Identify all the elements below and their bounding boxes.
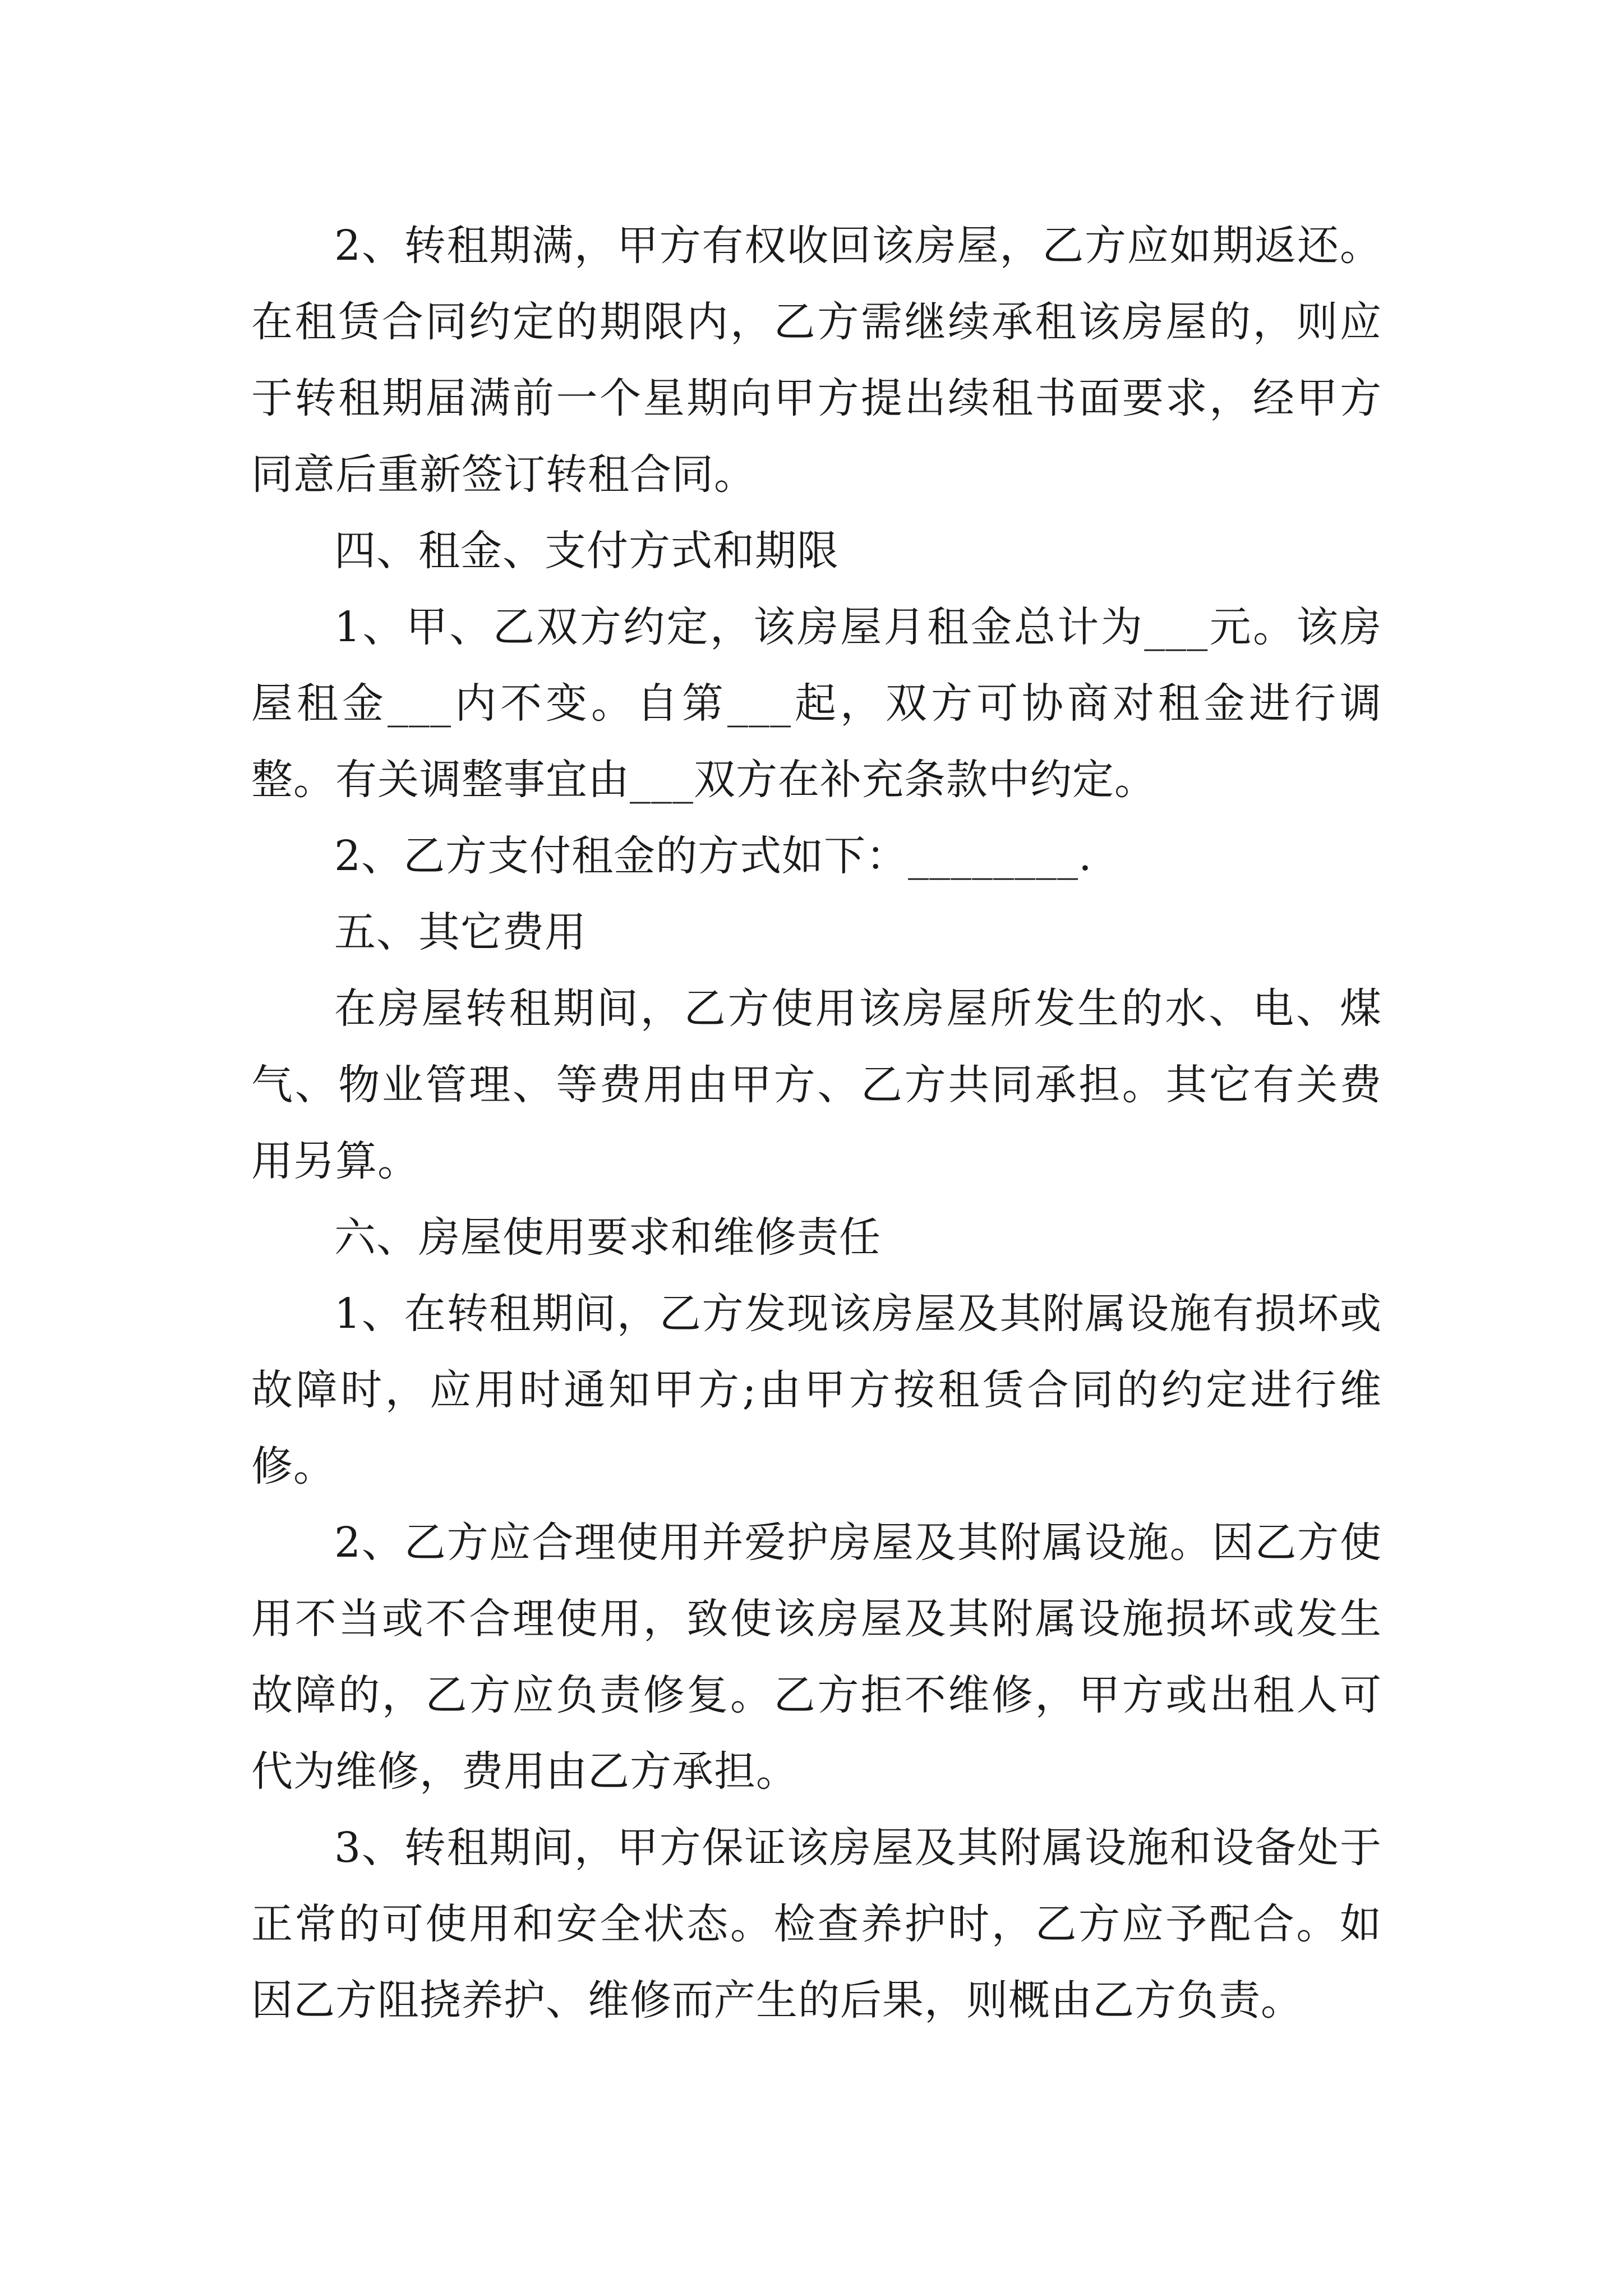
clause-4-1-paragraph: 1、甲、乙双方约定，该房屋月租金总计为___元。该房屋租金___内不变。自第___起，双方可协商对租金进行调整。有关调整事宜由___双方在补充条款中约定。 [251, 603, 1382, 804]
clause-4-2-paragraph: 2、乙方支付租金的方式如下：________. [334, 832, 1092, 880]
clause-6-3-paragraph: 3、转租期间，甲方保证该房屋及其附属设施和设备处于正常的可使用和安全状态。检查养护时，乙方应予配合。如因乙方阻挠养护、维修而产生的后果，则概由乙方负责。 [251, 1824, 1382, 2024]
section-4-heading: 四、租金、支付方式和期限 [334, 527, 839, 575]
section-5-heading: 五、其它费用 [334, 908, 587, 956]
clause-5-paragraph: 在房屋转租期间，乙方使用该房屋所发生的水、电、煤气、物业管理、等费用由甲方、乙方共同承担。其它有关费用另算。 [251, 984, 1382, 1185]
document-page [251, 208, 1382, 2039]
clause-3-2-paragraph: 2、转租期满，甲方有权收回该房屋，乙方应如期返还。在租赁合同约定的期限内，乙方需继续承租该房屋的，则应于转租期届满前一个星期向甲方提出续租书面要求，经甲方同意后重新签订转租合同。 [251, 222, 1382, 499]
clause-6-2-paragraph: 2、乙方应合理使用并爱护房屋及其附属设施。因乙方使用不当或不合理使用，致使该房屋及其附属设施损坏或发生故障的，乙方应负责修复。乙方拒不维修，甲方或出租人可代为维修，费用由乙方承担。 [251, 1519, 1382, 1796]
section-6-heading: 六、房屋使用要求和维修责任 [334, 1213, 881, 1262]
clause-6-1-paragraph: 1、在转租期间，乙方发现该房屋及其附属设施有损坏或故障时，应用时通知甲方;由甲方按租赁合同的约定进行维修。 [251, 1290, 1382, 1490]
